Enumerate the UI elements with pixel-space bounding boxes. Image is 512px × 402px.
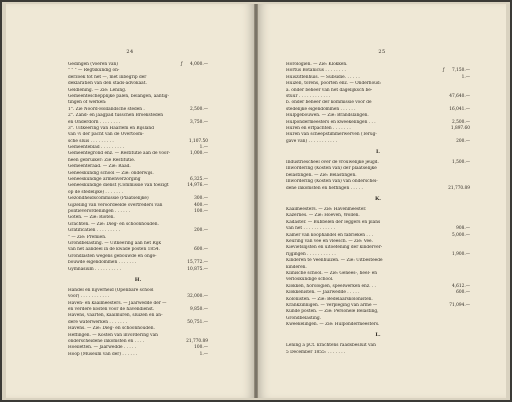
entry-text: 5 December 1855: . . . . . . . xyxy=(286,349,346,355)
entry-text: Huiszittenhuis. — Subsidie. . . . . . xyxy=(286,74,360,80)
index-entry xyxy=(68,352,208,358)
entry-text: dere waterwerken . . . . . . . xyxy=(68,319,128,325)
entry-text: Hortus Botanicus . . . . . . . . xyxy=(286,68,346,74)
entry-amount: 7,150.— xyxy=(452,68,470,74)
entry-text: Kinderen te Veenhuizen. — Zie: Uitbesteede xyxy=(286,258,383,264)
entry-text: Hoop (Museum van der) . . . . . . xyxy=(68,351,138,357)
currency-symbol: ƒ xyxy=(443,68,445,74)
currency-symbol: ƒ xyxy=(181,62,183,67)
entry-text: Keuring van vee en vleesch. — Zie: Vee. xyxy=(286,238,373,244)
entry-text: Kievietslijsten en uitoefening der kinderver- xyxy=(286,245,383,251)
entry-text: b. onder beheer der kommissie voor de xyxy=(286,100,372,106)
entry-amount: 600.— xyxy=(456,290,470,296)
entry-text: politieverordeningen . . . . . . xyxy=(68,208,131,214)
entry-amount: 600.— xyxy=(194,247,208,253)
entry-amount: 1.— xyxy=(199,145,208,151)
entry-text: Inwordering (Kosten van) van onderschei- xyxy=(286,179,378,185)
entry-text: Gemeenteschepplijke palen, belangen, aantig- xyxy=(68,93,169,99)
index-entry xyxy=(286,186,470,192)
entry-text: Horologiën. — Zie: Klokken. xyxy=(286,62,348,67)
entry-text: heen gebruiker: Zie Restitutie. xyxy=(68,157,136,163)
entry-text: 3°. Uitkeering van Haarlem en Bijsland xyxy=(68,125,154,131)
entry-text: Goten. — Zie: Rioten. xyxy=(68,215,115,221)
entry-amount: 1,500.— xyxy=(452,160,470,166)
entry-amount: 300.— xyxy=(194,196,208,202)
entry-text: sche sluis . . . . . . . . . xyxy=(68,138,114,144)
entry-text: Gemeentegrond enz. — Restitutie aan de voor- xyxy=(68,151,171,157)
entry-amount: 1.— xyxy=(461,74,470,80)
entry-text: Grondbelasting. — Uitkeering aan het Rijk xyxy=(68,240,161,246)
entry-amount: 16,041.— xyxy=(449,106,470,112)
entry-text: a. onder beheer van het dagelijksch be- xyxy=(286,87,373,93)
entry-text: Havens. — Zie: Dieg- en schoonhouden. xyxy=(68,326,155,332)
entry-amount: 5,000.— xyxy=(452,232,470,238)
entry-amount: 21,770.89 xyxy=(186,339,208,345)
entry-text: van het . . . . . . . . . . . . xyxy=(286,226,335,232)
section-letter: I. xyxy=(375,149,381,156)
entry-text: Inwordering (Kosten van) der plaatselijke xyxy=(286,166,377,172)
entry-text: Klinische school. — Zie: Genees-, heel- en xyxy=(286,270,377,276)
entry-text: stuur . . . . . . . . . . . . xyxy=(286,93,331,99)
entry-text: Kunde posten. — Zie: Personele Belasting, xyxy=(286,309,379,315)
entry-text: Heffingen. — Kosten van invordering van xyxy=(68,332,158,338)
entry-text: tingen of werken: xyxy=(68,100,107,106)
entry-text: Grachten. — Zie: Dieg- en schoonhouden. xyxy=(68,221,159,227)
entry-text: Gedingen (Voeren van) xyxy=(68,62,118,67)
entry-text: Havens, vaarten, kaaimuren, sluizen en an- xyxy=(68,313,163,319)
section-letter: H. xyxy=(134,276,142,283)
entry-text: Grondlasten wegens gebouwde en onge- xyxy=(68,253,157,259)
entry-amount: 10,875.— xyxy=(187,266,208,272)
index-column xyxy=(68,62,208,358)
entry-text: Huren van scheepstimmerwerven (Terug- xyxy=(286,132,377,138)
entry-text: " — Zie: Premiën. xyxy=(68,234,107,240)
entry-amount: 2,500.— xyxy=(452,119,470,125)
entry-amount: 1,000.— xyxy=(190,151,208,157)
entry-text: dene inkomsten en heffingen . . . . . xyxy=(286,185,363,191)
entry-text: Gezondheidscommissie (Plaatselijke) xyxy=(68,196,149,202)
page-number: 24 xyxy=(126,49,134,55)
index-entry xyxy=(286,350,470,356)
entry-text: Grondbelasting. xyxy=(286,315,322,321)
entry-text: Gemeenteraad. — Zie: Raad. xyxy=(68,164,131,170)
entry-text: Hulpondermeesters en kweekelingen . . . xyxy=(286,119,376,125)
entry-amount: 3,750.— xyxy=(190,119,208,125)
entry-amount: 15,772.— xyxy=(187,260,208,266)
entry-text: 2°. Zand- en jaagpad tusschen Broeksteden xyxy=(68,113,164,119)
entry-amount: 71,094.— xyxy=(449,302,470,308)
entry-text: Handel en nijverheid (Openbare school xyxy=(68,287,154,293)
index-entry xyxy=(286,322,470,328)
entry-text: Hoeiletten. — Jaarwedde . . . . . xyxy=(68,345,137,351)
entry-text: voor) . . . . . . . . . . . xyxy=(68,294,110,300)
entry-text: deklaratiën van den stads-advokaat. xyxy=(68,81,147,87)
entry-text: Kolonisten. — Zie: Bedelaarskolonisten. xyxy=(286,296,373,302)
index-entry xyxy=(286,139,470,145)
entry-amount: 200.— xyxy=(456,138,470,144)
right-page xyxy=(258,4,506,398)
entry-text: belastingen. — Zie: Belastingen. xyxy=(286,172,357,178)
entry-amount: 21,770.89 xyxy=(448,185,470,191)
entry-text: Gratificatiën . . . . . . . . . xyxy=(68,228,120,234)
entry-text: Haven- en kaaimeesters. — Jaarwedde der — xyxy=(68,300,167,306)
entry-amount: 14,976.— xyxy=(187,183,208,189)
entry-amount: 47,640.— xyxy=(449,93,470,99)
entry-text: Kadaster. — Bubbelen der leggers en plans xyxy=(286,219,381,225)
entry-text: Kamer van koophandel en fabrieken . . . xyxy=(286,232,374,238)
entry-amount: 6,325.— xyxy=(190,177,208,183)
entry-amount: 9,850.— xyxy=(190,307,208,313)
entry-amount: 32,000.— xyxy=(187,294,208,300)
entry-text: derzoek tot het —, met inbegrip der xyxy=(68,74,147,80)
entry-amount: 4,612.— xyxy=(452,283,470,289)
entry-amount: 2,500.— xyxy=(190,106,208,112)
entry-amount: 200.— xyxy=(194,228,208,234)
section-letter: K. xyxy=(374,196,382,203)
entry-amount: 100.— xyxy=(194,208,208,214)
entry-text: Geldlening. — Zie: Lening. xyxy=(68,87,127,93)
entry-text: " " " — Regtskundig on- xyxy=(68,68,120,74)
entry-text: onderscheidene inkomsten en . . . . xyxy=(68,339,145,345)
entry-text: Kazernes. — Zie: Hoeven, Wollen. xyxy=(286,213,360,219)
entry-text: Krankzinnigen. — Verpleging van arme — xyxy=(286,302,378,308)
entry-text: Geneeskundig school — Zie: onderwijs. xyxy=(68,170,154,176)
entry-text: Hulpgebouwen. — Zie: Brandslangen. xyxy=(286,113,369,119)
entry-text: Huizen, torens, poorten enz. — Onderhoud: xyxy=(286,81,382,87)
entry-text: Industriescheel over de vrouwelijke jeugd. xyxy=(286,160,379,166)
entry-amount: 1.— xyxy=(199,351,208,357)
entry-text: Gemeenteblad . . . . . . . . . xyxy=(68,145,125,151)
entry-text: Geneeskundige dienst (Commissie van toezigt xyxy=(68,183,169,189)
entry-amount: 908.— xyxy=(456,226,470,232)
entry-text: op de stedelijke) . . . . . . . xyxy=(68,189,124,195)
index-column xyxy=(286,62,470,356)
section-letter: L. xyxy=(375,332,381,339)
page-number: 25 xyxy=(378,49,386,55)
entry-text: Kweekelingen. — Zie: Hulpondermeesters. xyxy=(286,322,380,328)
entry-text: Klokken, horologiën, speelwerken enz. . . xyxy=(286,283,376,289)
entry-text: kinderen. xyxy=(286,264,307,270)
entry-text: en Onderdorn . . . . . . . . xyxy=(68,119,121,125)
index-entry xyxy=(68,267,208,273)
entry-text: Lening à pCt. krachtens raadsbesluit van xyxy=(286,343,376,349)
entry-text: van het aandeel in de kwade posten 1854. xyxy=(68,247,160,253)
entry-text: 1°. Zie Noord-Hollandsche steden . xyxy=(68,106,145,112)
book-spread xyxy=(2,2,510,400)
entry-text: en verdere kosten voor de havendienst. xyxy=(68,307,155,313)
entry-amount: 400.— xyxy=(194,202,208,208)
entry-text: Geneeskundige armenverzorging xyxy=(68,177,141,183)
entry-text: rijgingen . . . . . . . . . . . xyxy=(286,251,336,257)
entry-text: Huren en erfpachten . . . . . . . xyxy=(286,125,351,131)
entry-text: Gijzeling van veroordeelde overtreders van xyxy=(68,202,163,208)
entry-text: van ½ der pacht van de Overtoom- xyxy=(68,132,144,138)
entry-amount: 1,107.50 xyxy=(188,138,208,144)
entry-text: bouwde eigendommen . . . . . . . xyxy=(68,260,137,266)
entry-text: verloskundige school. xyxy=(286,277,334,283)
entry-text: Gymnasium . . . . . . . . . . xyxy=(68,266,122,272)
entry-amount: 100.— xyxy=(194,345,208,351)
entry-amount: 1,897.60 xyxy=(450,125,470,131)
left-page xyxy=(6,4,254,398)
entry-amount: 1,900.— xyxy=(452,251,470,257)
entry-text: Klokkenisten. — Jaarwedde . . . . . xyxy=(286,290,360,296)
entry-text: Kaaimeesters. — Zie: Havenmeester. xyxy=(286,207,367,213)
entry-text: stedelijke eigendommen . . . . . . xyxy=(286,106,356,112)
entry-amount: 50,751.— xyxy=(187,319,208,325)
entry-amount: 4,000.— xyxy=(190,62,208,67)
entry-text: gave van) . . . . . . . . . . . xyxy=(286,138,338,144)
